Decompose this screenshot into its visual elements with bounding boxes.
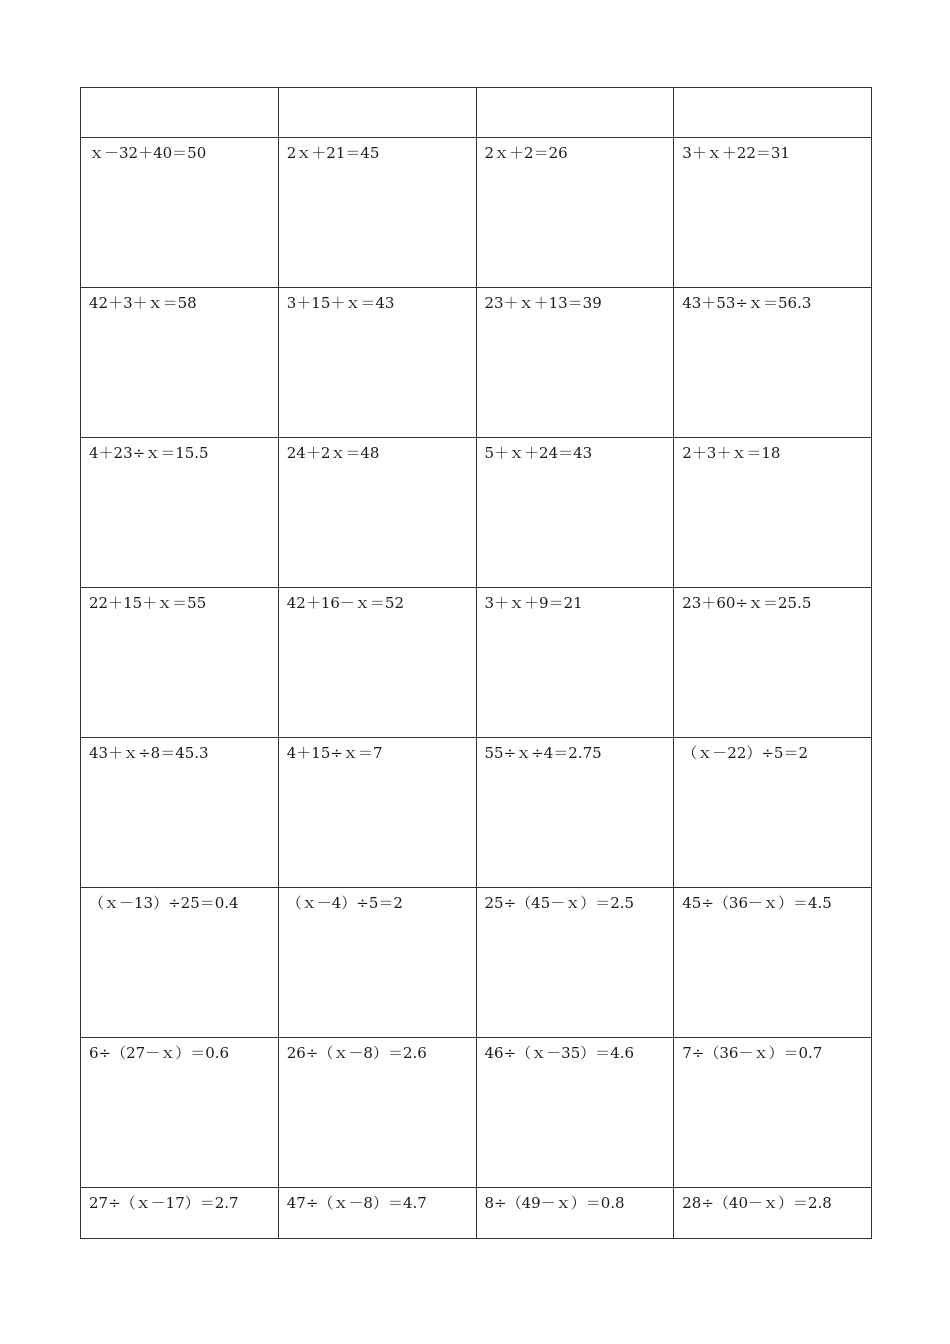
header-cell	[476, 88, 674, 138]
table-row	[81, 738, 872, 888]
table-row	[81, 288, 872, 438]
equation-cell: 42＋3＋ｘ＝58	[81, 288, 279, 438]
table-row	[81, 588, 872, 738]
table-row	[81, 1188, 872, 1239]
equation-cell: 24＋2ｘ＝48	[278, 438, 476, 588]
equation-cell: 55÷ｘ÷4＝2.75	[476, 738, 674, 888]
equation-cell: 5＋ｘ＋24＝43	[476, 438, 674, 588]
equation-cell: 43＋ｘ÷8＝45.3	[81, 738, 279, 888]
equation-cell: 46÷（ｘ－35）＝4.6	[476, 1038, 674, 1188]
header-cell	[278, 88, 476, 138]
equation-cell: （ｘ－22）÷5＝2	[674, 738, 872, 888]
table-row	[81, 888, 872, 1038]
equation-cell: （ｘ－4）÷5＝2	[278, 888, 476, 1038]
equation-cell: 26÷（ｘ－8）＝2.6	[278, 1038, 476, 1188]
header-cell	[81, 88, 279, 138]
equation-cell: 3＋15＋ｘ＝43	[278, 288, 476, 438]
equation-cell: 2ｘ＋21＝45	[278, 138, 476, 288]
equation-cell: （ｘ－13）÷25＝0.4	[81, 888, 279, 1038]
equation-cell: 7÷（36－ｘ）＝0.7	[674, 1038, 872, 1188]
equation-cell: 22＋15＋ｘ＝55	[81, 588, 279, 738]
equation-cell: ｘ－32＋40＝50	[81, 138, 279, 288]
equation-worksheet-table	[80, 87, 872, 1239]
equation-cell: 3＋ｘ＋22＝31	[674, 138, 872, 288]
equation-cell: 4＋23÷ｘ＝15.5	[81, 438, 279, 588]
equation-cell: 42＋16－ｘ＝52	[278, 588, 476, 738]
header-row	[81, 88, 872, 138]
table-row	[81, 438, 872, 588]
equation-cell: 27÷（ｘ－17）＝2.7	[81, 1188, 279, 1239]
table-row	[81, 138, 872, 288]
equation-cell: 25÷（45－ｘ）＝2.5	[476, 888, 674, 1038]
equation-cell: 43＋53÷ｘ＝56.3	[674, 288, 872, 438]
equation-cell: 2＋3＋ｘ＝18	[674, 438, 872, 588]
equation-cell: 4＋15÷ｘ＝7	[278, 738, 476, 888]
equation-cell: 3＋ｘ＋9＝21	[476, 588, 674, 738]
equation-cell: 45÷（36－ｘ）＝4.5	[674, 888, 872, 1038]
equation-cell: 8÷（49－ｘ）＝0.8	[476, 1188, 674, 1239]
header-cell	[674, 88, 872, 138]
equation-cell: 6÷（27－ｘ）＝0.6	[81, 1038, 279, 1188]
equation-cell: 23＋ｘ＋13＝39	[476, 288, 674, 438]
equation-cell: 2ｘ＋2＝26	[476, 138, 674, 288]
table-row	[81, 1038, 872, 1188]
equation-cell: 47÷（ｘ－8）＝4.7	[278, 1188, 476, 1239]
equation-cell: 23＋60÷ｘ＝25.5	[674, 588, 872, 738]
equation-cell: 28÷（40－ｘ）＝2.8	[674, 1188, 872, 1239]
